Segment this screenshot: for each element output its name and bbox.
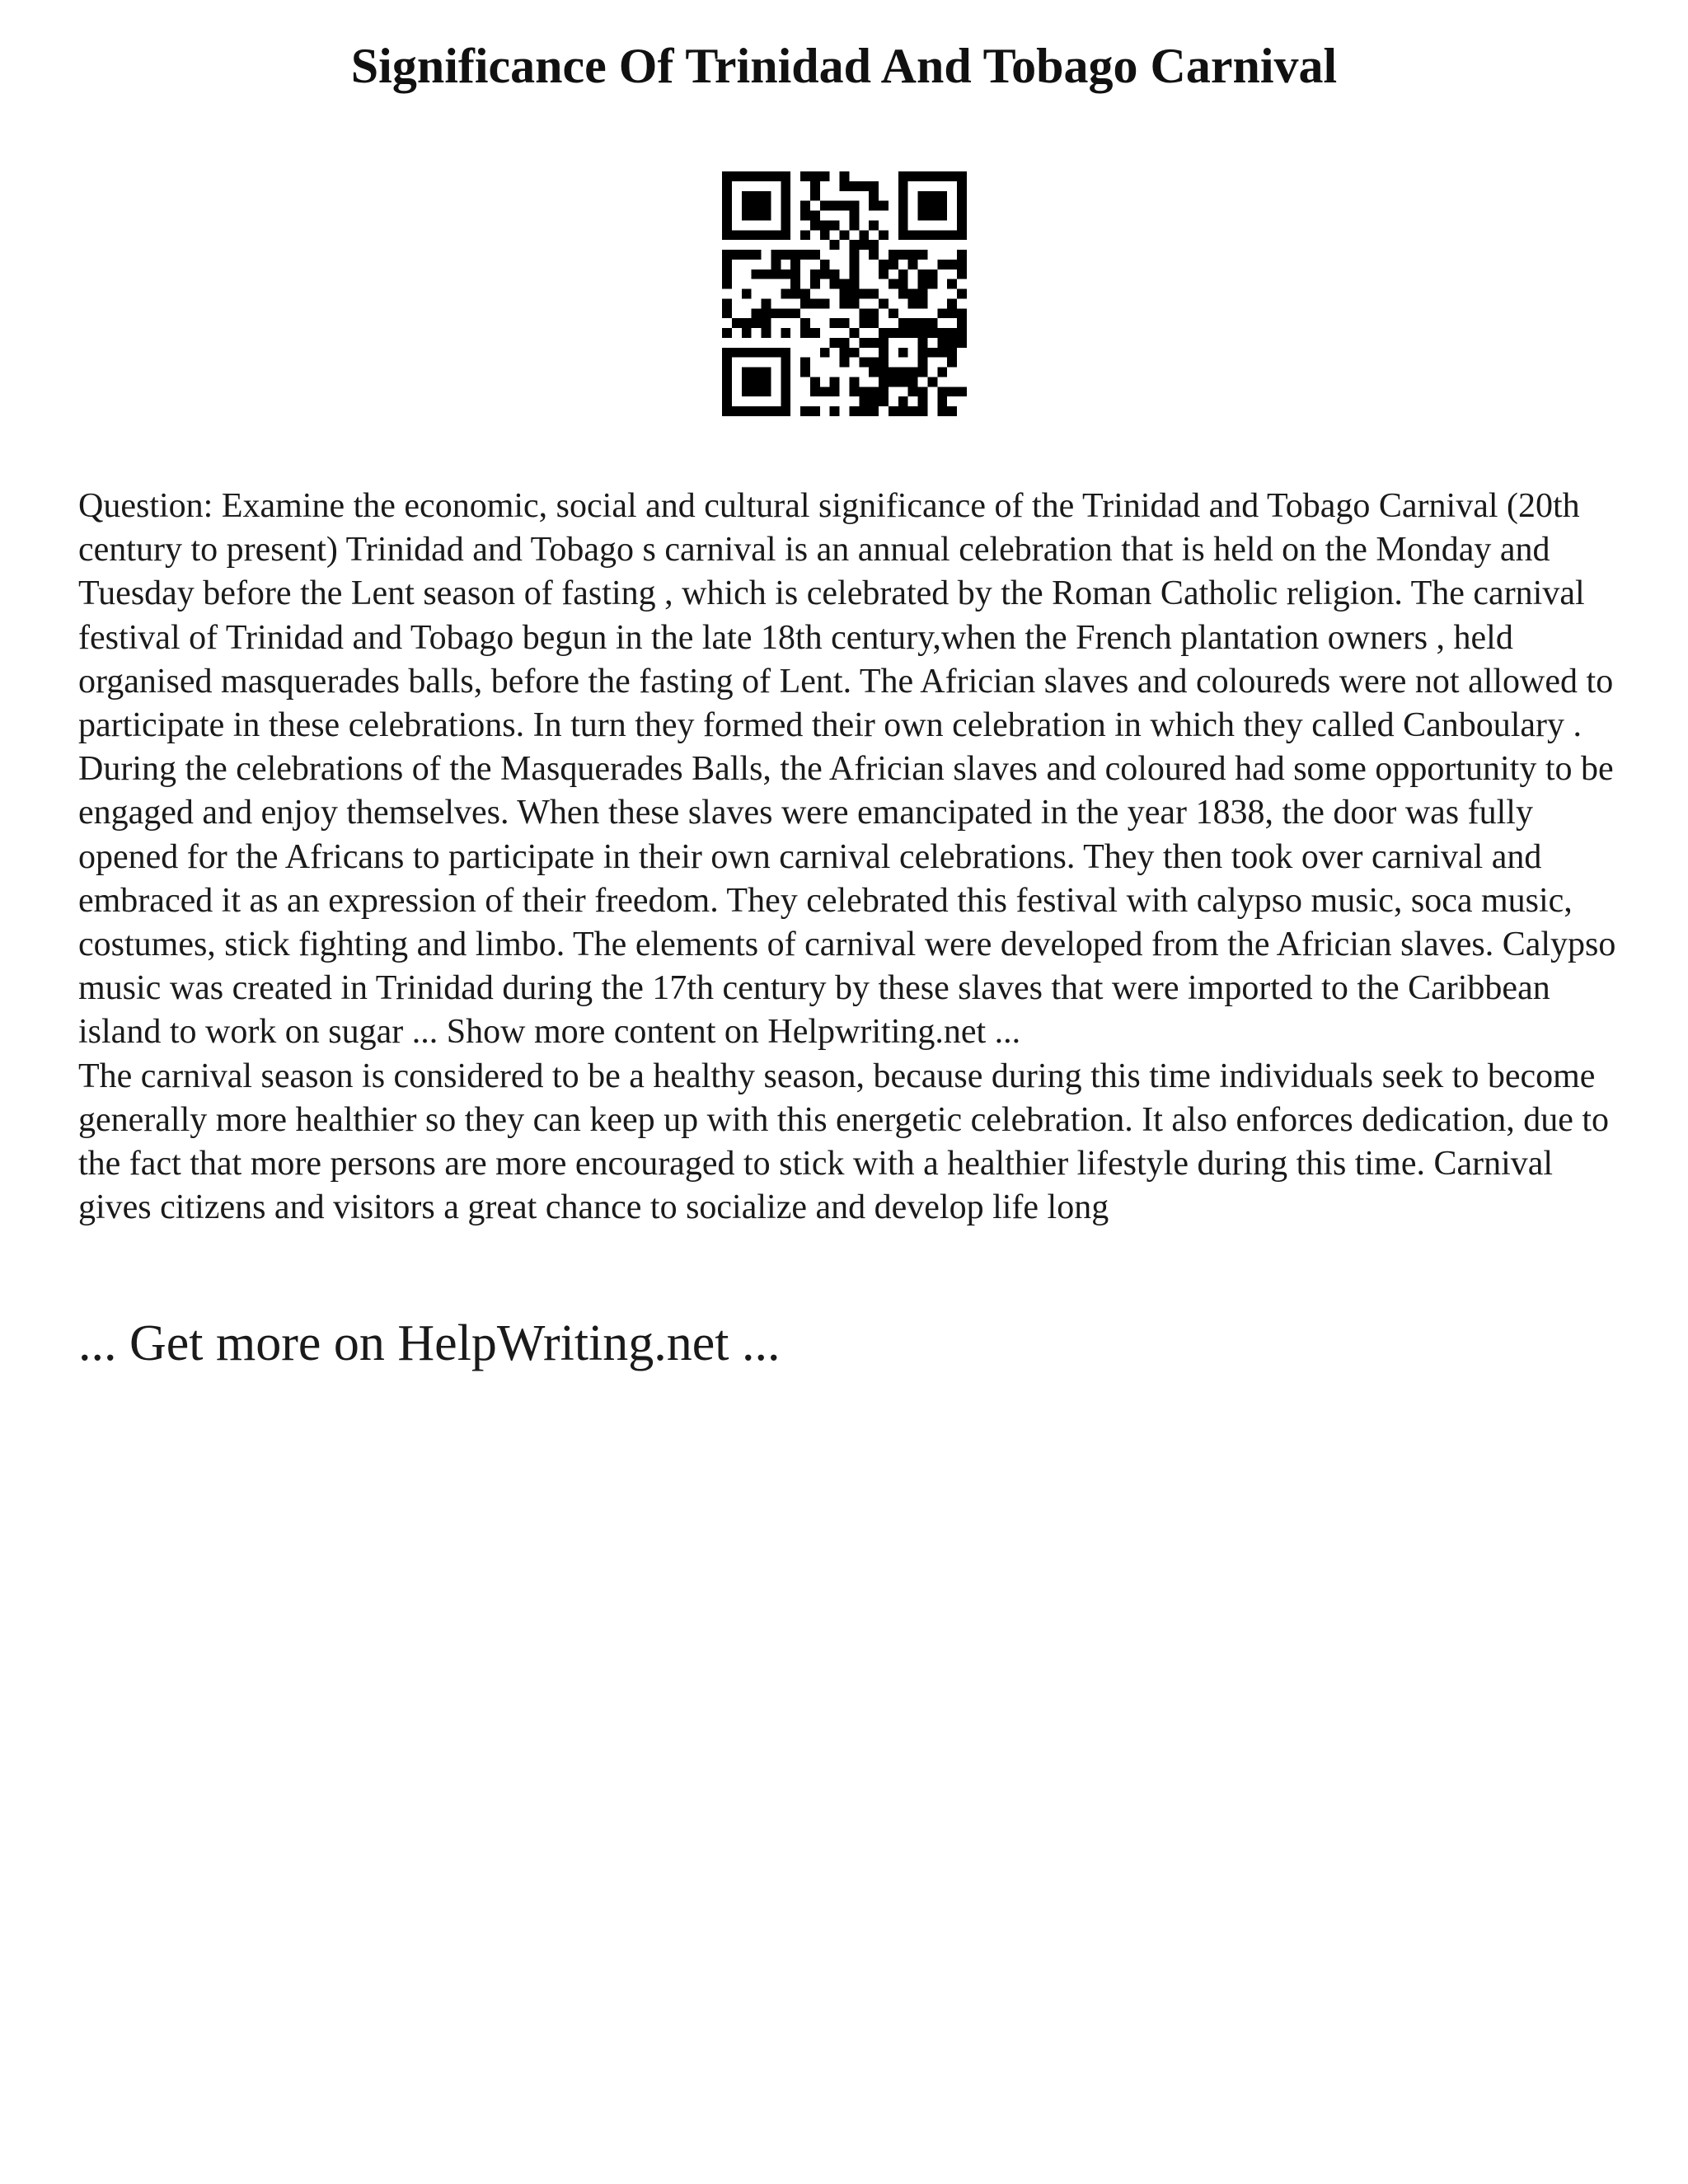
document-body <box>78 485 1628 1230</box>
page-title: Significance Of Trinidad And Tobago Carnival <box>350 39 1338 93</box>
body-paragraph: Question: Examine the economic, social and cultural significance of the Trinidad and Tobago Carnival (20th century to present) Trinidad and Tobago s carnival is an annual celebration that is held on the Monday and Tuesday before the Lent season of fasting , which is celebrated by the Roman Catholic religion. The carnival festival of Trinidad and Tobago begun in the late 18th century,when the French plantation owners , held organised masquerades balls, before the fasting of Lent. The Africian slaves and coloureds were not allowed to participate in these celebrations. In turn they formed their own celebration in which they called Canboulary . During the celebrations of the Masquerades Balls, the Africian slaves and coloured had some opportunity to be engaged and enjoy themselves. When these slaves were emancipated in the year 1838, the door was fully opened for the Africans to participate in their own carnival celebrations. They then took over carnival and embraced it as an expression of their freedom. They celebrated this festival with calypso music, soca music, costumes, stick fighting and limbo. The elements of carnival were developed from the Africian slaves. Calypso music was created in Trinidad during the 17th century by these slaves that were imported to the Caribbean island to work on sugar ... Show more content on Helpwriting.net ... <box>78 487 1616 1052</box>
body-paragraph: The carnival season is considered to be a healthy season, because during this time individuals seek to become generally more healthier so they can keep up with this energetic celebration. It also enforces dedication, due to the fact that more persons are more encouraged to stick with a healthier lifestyle during this time. Carnival gives citizens and visitors a great chance to socialize and develop life long <box>78 1057 1610 1227</box>
get-more-link[interactable]: ... Get more on HelpWriting.net ... <box>78 1315 781 1371</box>
qr-code-icon <box>722 171 967 416</box>
